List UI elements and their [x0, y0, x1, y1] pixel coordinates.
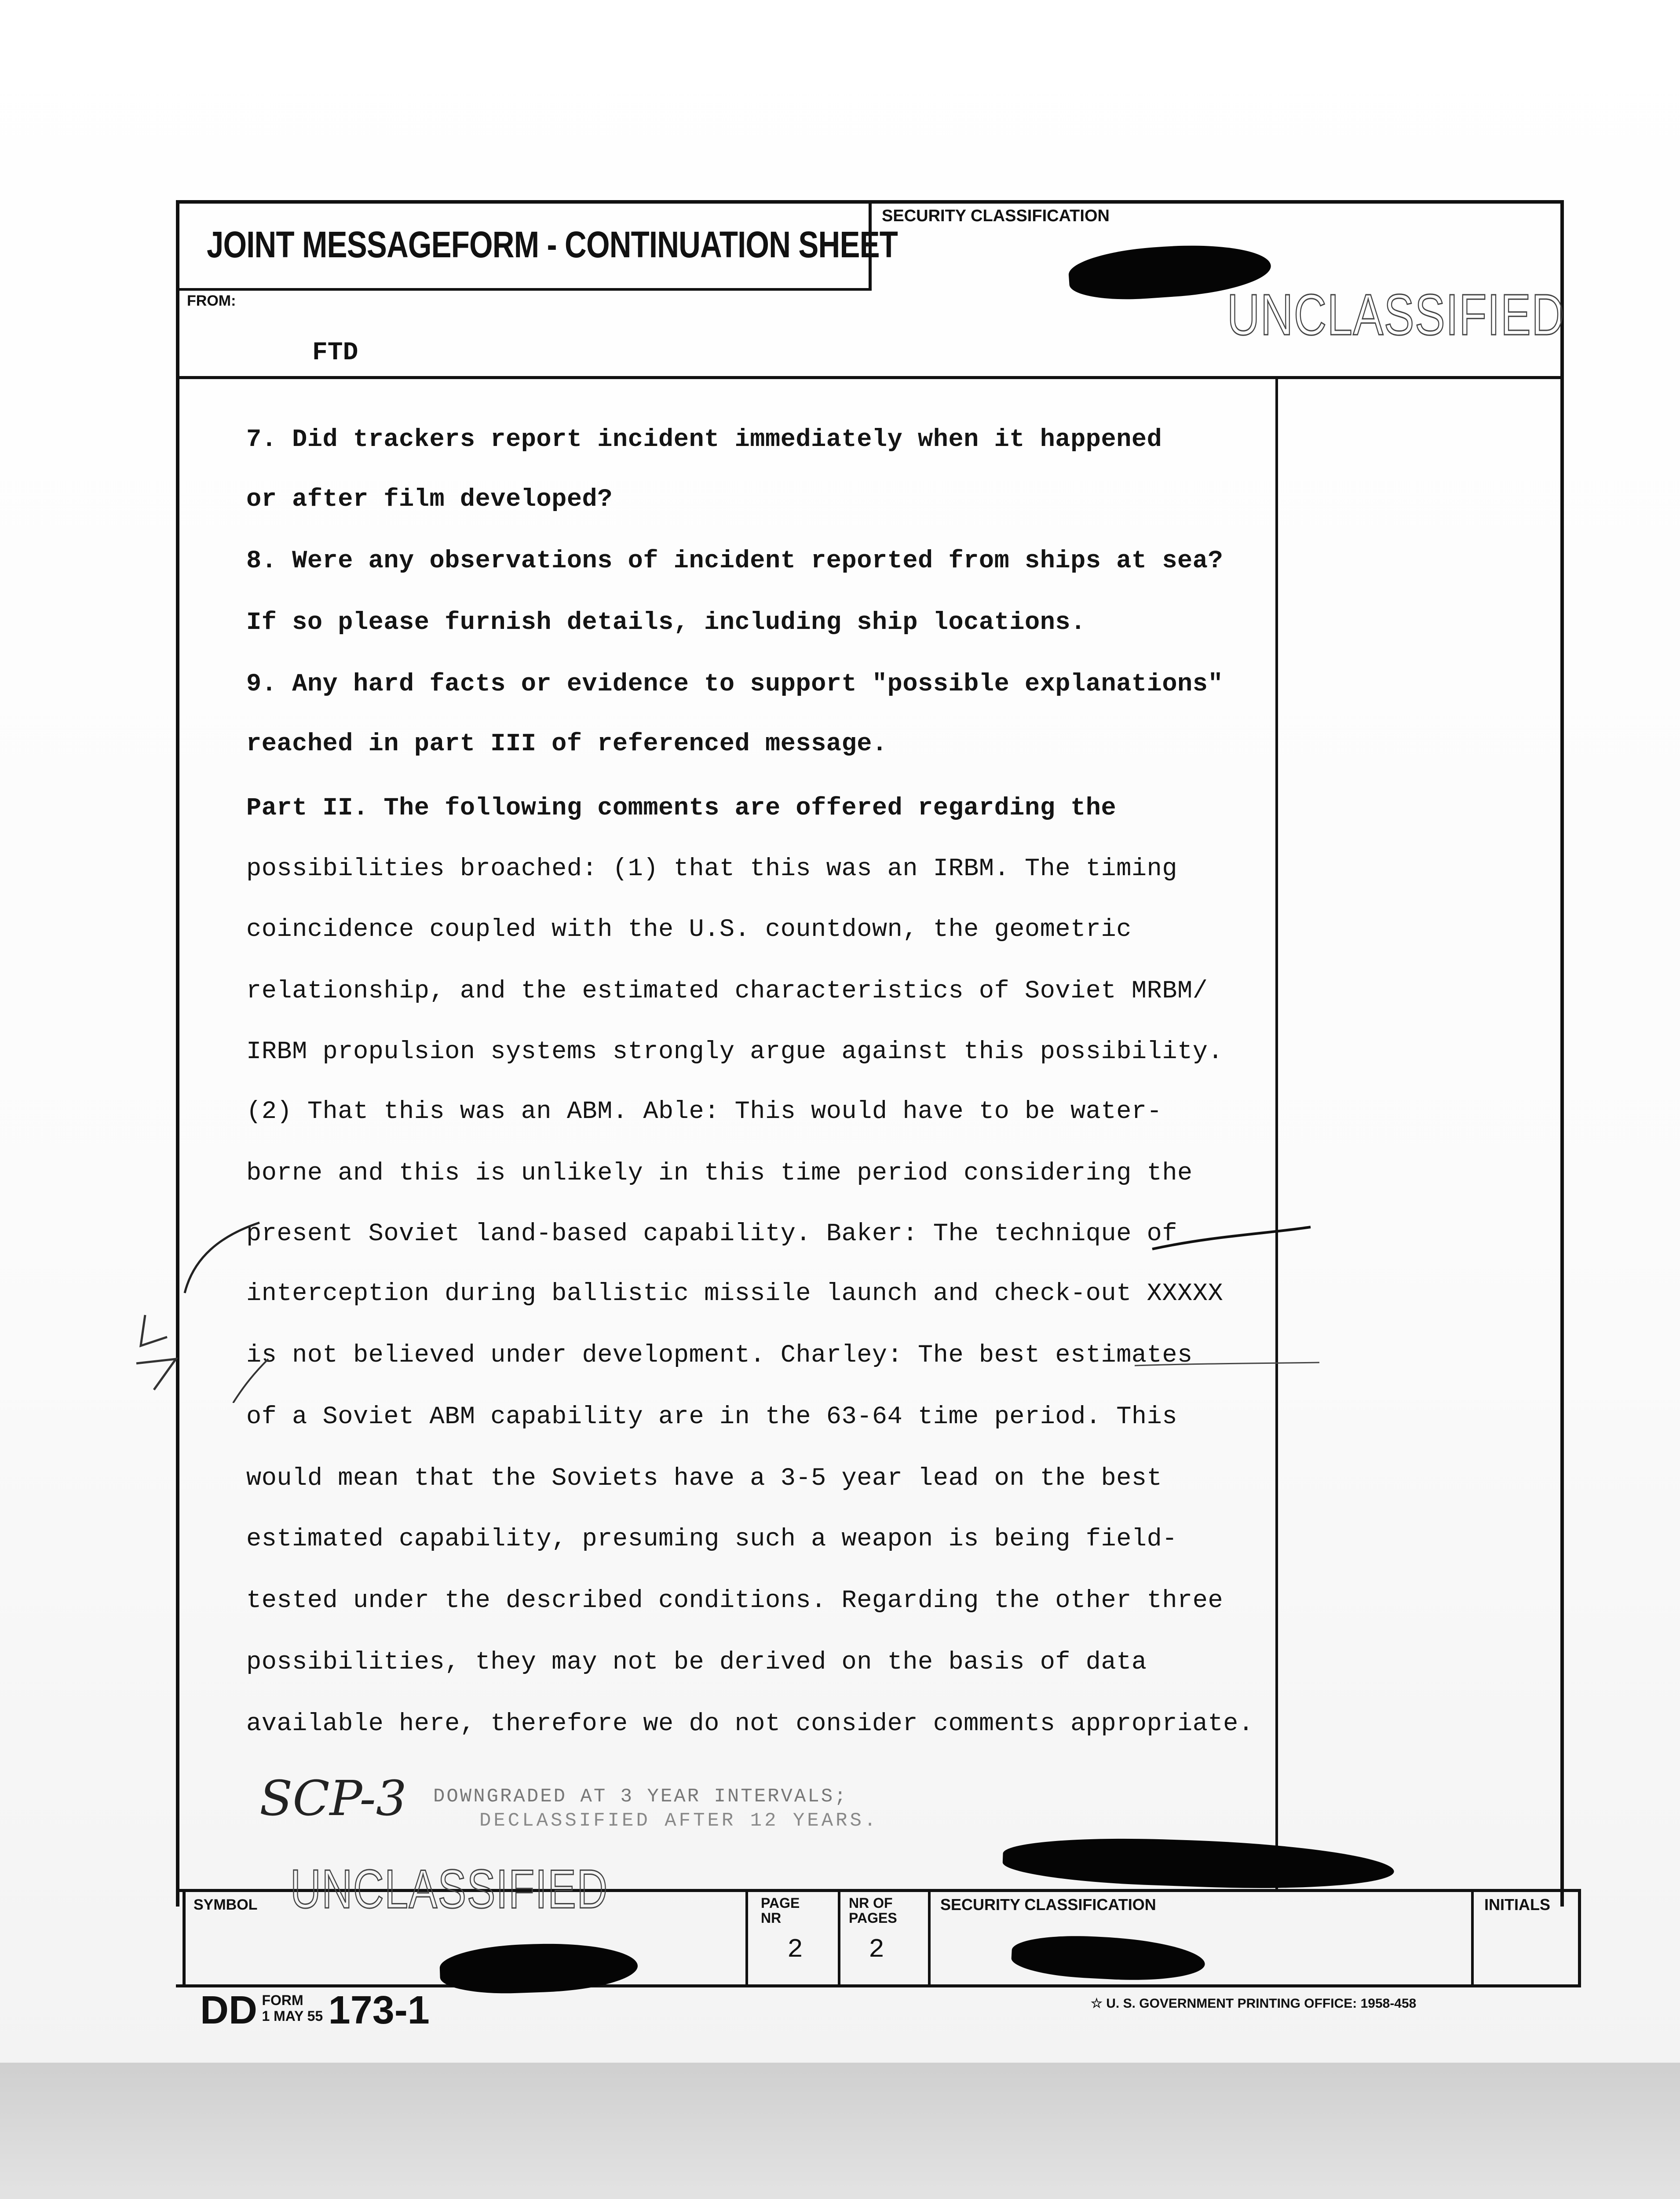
- body-line-17: of a Soviet ABM capability are in the 63-64 time period. This: [246, 1403, 1178, 1431]
- body-line-1: 7. Did trackers report incident immediately when it happened: [246, 426, 1162, 454]
- nr-of-pages-label: NR OF PAGES: [849, 1895, 897, 1926]
- footer-right-border: [1578, 1889, 1581, 1987]
- footer-divider-4: [1471, 1889, 1474, 1987]
- total-pages: 2: [869, 1935, 885, 1965]
- margin-column-rule: [1275, 376, 1278, 1889]
- body-line-18: would mean that the Soviets have a 3-5 year lead on the best: [246, 1465, 1162, 1493]
- body-line-7: Part II. The following comments are offered regarding the: [246, 794, 1117, 822]
- footer-left-border: [183, 1889, 186, 1987]
- footer-divider-1: [745, 1889, 748, 1987]
- page-nr-label: PAGE NR: [761, 1895, 800, 1926]
- initials-label: INITIALS: [1484, 1896, 1550, 1914]
- header-bottom-rule: [176, 376, 1563, 379]
- footer-bottom-rule: [176, 1984, 1581, 1987]
- body-line-9: coincidence coupled with the U.S. countdown, the geometric: [246, 916, 1132, 944]
- margin-scribble: [128, 1311, 189, 1399]
- form-prefix: DD: [200, 1988, 257, 2032]
- printing-office-notice: ☆ U. S. GOVERNMENT PRINTING OFFICE: 1958-458: [1091, 1996, 1417, 2011]
- declassified-notice: DECLASSIFIED AFTER 12 YEARS.: [479, 1810, 879, 1832]
- body-line-22: available here, therefore we do not consider comments appropriate.: [246, 1710, 1254, 1738]
- form-stack: [262, 1992, 323, 2024]
- background-sheet: [0, 2063, 1680, 2199]
- form-word: FORM: [262, 1992, 303, 2008]
- symbol-label: SYMBOL: [194, 1896, 258, 1913]
- form-title: JOINT MESSAGEFORM - CONTINUATION SHEET: [207, 224, 898, 265]
- security-classification-label: SECURITY CLASSIFICATION: [882, 207, 1110, 225]
- body-line-19: estimated capability, presuming such a weapon is being field-: [246, 1525, 1178, 1553]
- body-line-11: IRBM propulsion systems strongly argue against this possibility.: [246, 1038, 1223, 1066]
- form-right-border: [1560, 200, 1564, 1907]
- unclassified-stamp: UNCLASSIFIED: [1227, 282, 1565, 347]
- body-line-10: relationship, and the estimated characteristics of Soviet MRBM/: [246, 977, 1208, 1005]
- body-line-3: 8. Were any observations of incident reported from ships at sea?: [246, 547, 1223, 575]
- title-bottom-rule: [176, 288, 872, 291]
- form-identifier: [200, 1988, 430, 2033]
- body-line-2: or after film developed?: [246, 486, 613, 514]
- body-line-12: (2) That this was an ABM. Able: This would have to be water-: [246, 1098, 1162, 1126]
- footer-divider-2: [838, 1889, 840, 1987]
- body-line-8: possibilities broached: (1) that this was an IRBM. The timing: [246, 855, 1178, 883]
- page-number: 2: [787, 1935, 803, 1965]
- downgrade-notice: DOWNGRADED AT 3 YEAR INTERVALS;: [433, 1786, 848, 1808]
- form-date: 1 MAY 55: [262, 2008, 323, 2024]
- body-line-21: possibilities, they may not be derived on the basis of data: [246, 1648, 1147, 1677]
- form-left-border: [176, 200, 179, 1907]
- body-line-5: 9. Any hard facts or evidence to support "possible explanations": [246, 670, 1223, 698]
- body-line-20: tested under the described conditions. Regarding the other three: [246, 1587, 1223, 1615]
- handwritten-note: SCP-3: [259, 1770, 407, 1826]
- body-line-13: borne and this is unlikely in this time period considering the: [246, 1159, 1193, 1187]
- body-line-4: If so please furnish details, including ship locations.: [246, 609, 1086, 637]
- footer-security-label: SECURITY CLASSIFICATION: [940, 1896, 1156, 1914]
- unclassified-stamp-footer: UNCLASSIFIED: [290, 1859, 608, 1920]
- body-line-15: interception during ballistic missile launch and check-out XXXXX: [246, 1280, 1223, 1308]
- form-number: 173-1: [328, 1988, 430, 2032]
- from-label: FROM:: [187, 292, 236, 309]
- footer-divider-3: [928, 1889, 931, 1987]
- from-value: FTD: [312, 339, 358, 367]
- body-line-16: is not believed under development. Charley: The best estimates: [246, 1341, 1193, 1370]
- pen-underline-mark: [167, 1218, 1328, 1403]
- body-line-6: reached in part III of referenced message.: [246, 730, 887, 758]
- body-line-14: present Soviet land-based capability. Baker: The technique of: [246, 1220, 1178, 1248]
